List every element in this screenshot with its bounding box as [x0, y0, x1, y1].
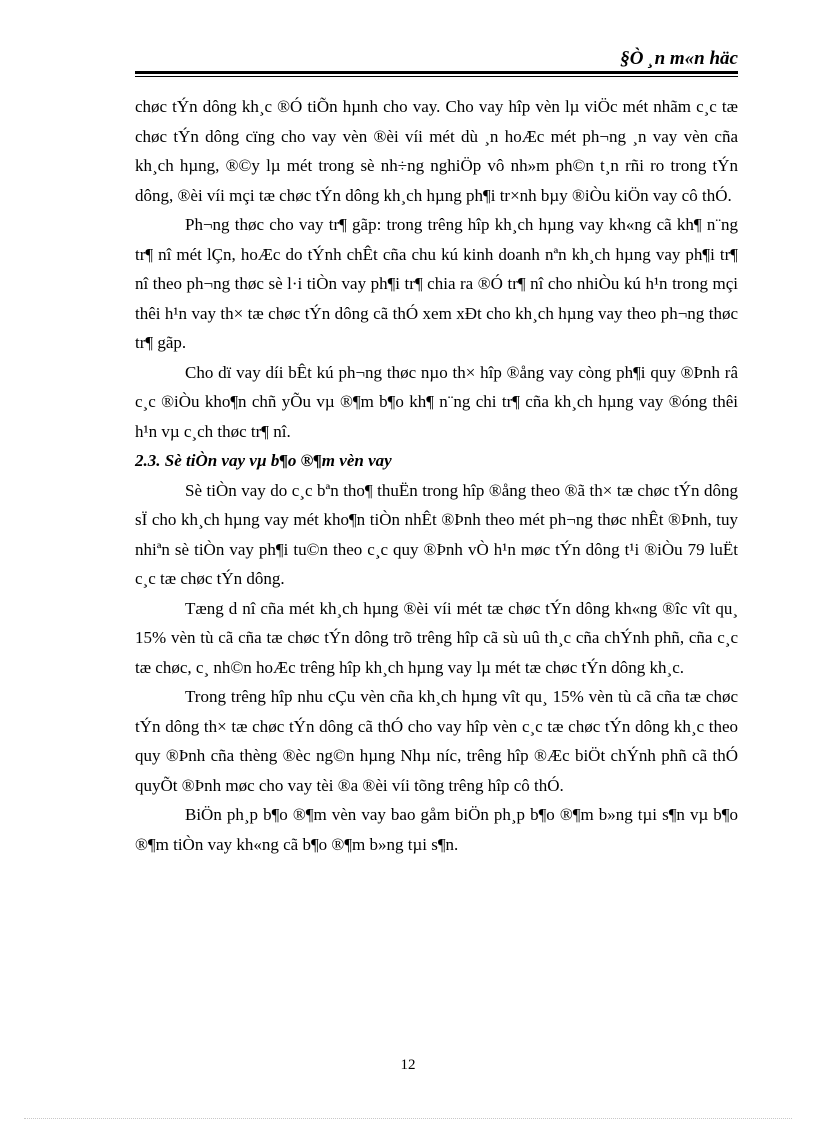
running-header-title: §Ò ¸n m«n häc — [620, 48, 738, 69]
paragraph-collateral: BiÖn ph¸p b¶o ®¶m vèn vay bao gåm biÖn ph¸p b¶o ®¶m b»ng tµi s¶n vµ b¶o ®¶m tiÒn vay kh«ng cã b¶o ®¶m b»ng tµi s¶n. — [135, 805, 738, 854]
header-rule-thin — [135, 76, 738, 77]
paragraph-credit-limit: Tæng d nî cña mét kh¸ch hµng ®èi víi mét tæ chøc tÝn dông kh«ng ®îc vît qu¸ 15% vèn tù cã cña tæ chøc tÝn dông trõ trêng hîp cã sù uû th¸c cña chÝnh phñ, cña c¸c tæ chøc, c¸ nh©n hoÆc trêng hîp kh¸ch hµng vay lµ mét tæ chøc tÝn dông kh¸c. — [135, 598, 738, 677]
page-number: 12 — [400, 1057, 416, 1073]
paragraph-loan-contract: Cho dï vay díi bÊt kú ph¬ng thøc nµo th× hîp ®ång vay còng ph¶i quy ®Þnh râ c¸c ®iÒu kho¶n chñ yÕu vµ ®¶m b¶o kh¶ n¨ng chi tr¶ cña kh¸ch hµng vay ®óng thêi h¹n vµ c¸ch thøc tr¶ nî. — [135, 362, 738, 441]
paragraph-syndicated-loans: Trong trêng hîp nhu cÇu vèn cña kh¸ch hµng vît qu¸ 15% vèn tù cã cña tæ chøc tÝn dông th× tæ chøc tÝn dông cã thÓ cho vay hîp vèn c¸c tæ chøc tÝn dông kh¸c theo quy ®Þnh cña thèng ®èc ng©n hµng Nhµ níc, trêng hîp ®Æc biÖt chÝnh phñ cã thÓ quyÕt ®Þnh møc cho vay tèi ®a ®èi víi tõng trêng hîp cô thÓ. — [135, 687, 738, 795]
paragraph-loan-amount: Sè tiÒn vay do c¸c bªn tho¶ thuËn trong hîp ®ång theo ®ã th× tæ chøc tÝn dông sÏ cho kh¸ch hµng vay mét kho¶n tiÒn nhÊt ®Þnh theo mét ph¬ng thøc nhÊt ®Þnh, tuy nhiªn sè tiÒn vay ph¶i tu©n theo c¸c quy ®Þnh vÒ h¹n møc tÝn dông t¹i ®iÒu 79 luËt c¸c tæ chøc tÝn dông. — [135, 480, 738, 588]
section-heading: 2.3. Sè tiÒn vay vµ b¶o ®¶m vèn vay — [135, 451, 392, 470]
paragraph-continuation: chøc tÝn dông kh¸c ®Ó tiÕn hµnh cho vay. Cho vay hîp vèn lµ viÖc mét nhãm c¸c tæ chøc tÝn dông cïng cho vay vèn ®èi víi mét dù ¸n hoÆc mét ph¬ng ¸n vay vèn cña kh¸ch hµng, ®©y lµ mét trong sè nh÷ng nghiÖp vô nh»m ph©n t¸n rñi ro trong tÝn dông, ®èi víi mçi tæ chøc tÝn dông kh¸ch hµng ph¶i tr×nh bµy ®iÒu kiÖn vay cô thÓ. — [135, 97, 738, 205]
header-rule-thick — [135, 71, 738, 74]
body-text — [135, 92, 738, 859]
page-edge-divider — [24, 1118, 792, 1119]
paragraph-installment-loans: Ph¬ng thøc cho vay tr¶ gãp: trong trêng hîp kh¸ch hµng vay kh«ng cã kh¶ n¨ng tr¶ nî mét lÇn, hoÆc do tÝnh chÊt cña chu kú kinh doanh nªn kh¸ch hµng vay ph¶i tr¶ nî theo ph¬ng thøc sè l·i tiÒn vay ph¶i tr¶ chia ra ®Ó tr¶ nî cho nhiÒu kú h¹n trong mçi thêi h¹n vay th× tæ chøc tÝn dông cã thÓ xem xÐt cho kh¸ch hµng vay theo ph¬ng thøc tr¶ gãp. — [135, 215, 738, 352]
